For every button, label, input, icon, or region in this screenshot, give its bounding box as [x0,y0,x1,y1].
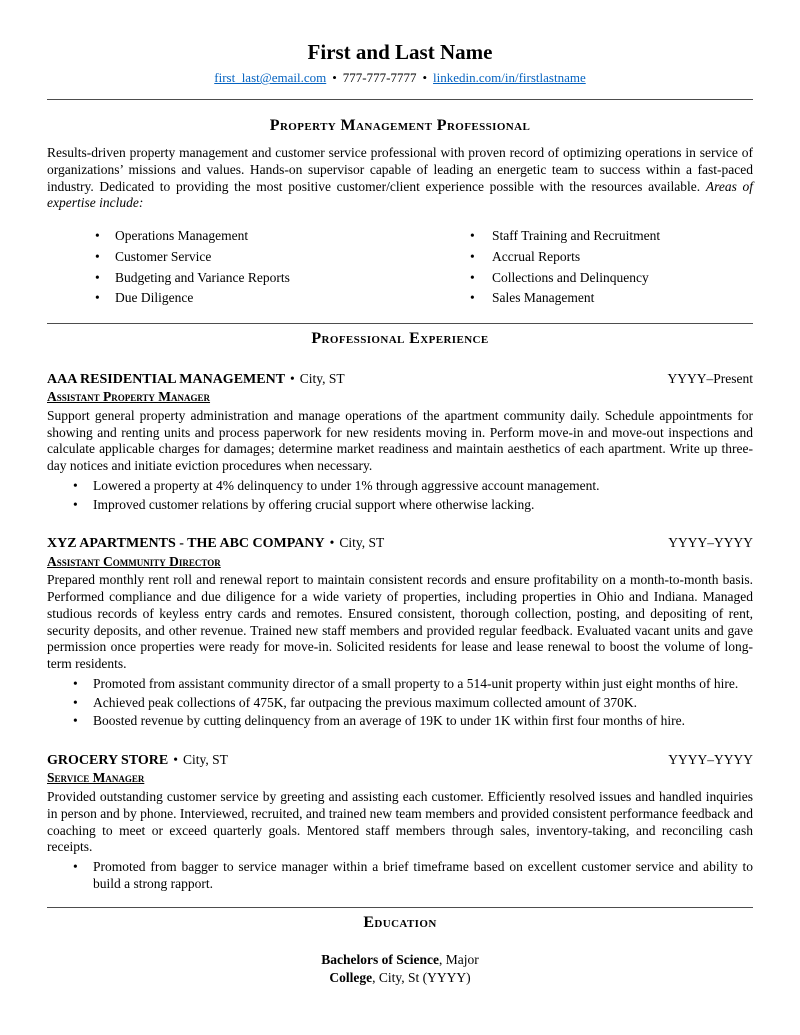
job-description: Provided outstanding customer service by greeting and assisting each customer. Efficiently resolved issues and handled inquiries in person and by phone. Interviewed, recruited, and trained new team members and provided consistent performance feedback and coaching to meet or exceed quarterly goals. Mentored staff members through sales, inventory-taking, and reconciling cash receipts. [47,789,753,855]
degree-detail: , Major [438,952,479,968]
expertise-lead-text: Areas of expertise include: [47,178,754,211]
job-header [47,371,753,388]
job-dates: YYYY–Present [667,370,753,386]
job-description: Support general property administration and manage operations of the apartment community daily. Schedule appointments for showing and renting units and process paperwork for new residents moving in. Perform move-in and move-out inspections and calculate applicable charges for damages; determine market readiness and maintain aesthetics of each apartment. Write up three-day notices and initiate eviction procedures when necessary. [47,407,753,474]
education-school-line [47,969,753,987]
job-company-line [47,535,384,552]
candidate-name: First and Last Name [307,40,493,64]
summary-paragraph [47,145,753,212]
expertise-list-right [470,228,753,311]
email-link[interactable]: first_last@email.com [214,70,327,86]
job-header [47,752,753,769]
company-name: AAA RESIDENTIAL MANAGEMENT [47,371,286,387]
contact-line [47,70,753,86]
job-bullet-list [47,859,753,892]
job-bullet: • Lowered a property at 4% delinquency to under 1% through aggressive account management. [47,478,753,495]
job-header [47,535,753,552]
linkedin-link[interactable]: linkedin.com/in/firstlastname [433,70,586,86]
job-company-line [47,752,228,769]
job-location: City, ST [339,535,385,551]
expertise-item: • Sales Management [470,290,753,307]
phone-number: 777-777-7777 [342,70,417,86]
degree-name: Bachelors of Science [321,952,439,968]
company-location-separator: • [173,752,178,768]
job-title: Service Manager [47,770,145,786]
company-name: GROCERY STORE [47,753,169,769]
contact-separator: • [422,70,428,86]
job-dates: YYYY–YYYY [668,535,753,551]
resume-header [47,40,753,86]
job-bullet: • Improved customer relations by offering crucial support where otherwise lacking. [47,497,753,514]
job-title: Assistant Property Manager [47,389,211,405]
company-location-separator: • [290,370,295,386]
job-bullet: • Promoted from bagger to service manager within a brief timeframe based on excellent customer service and ability to build a strong rapport. [47,859,753,892]
job-bullet-list [47,676,753,730]
experience-section-title: Professional Experience [311,330,489,347]
job-bullet: • Achieved peak collections of 475K, far outpacing the previous maximum collected amount of 370K. [47,695,753,712]
job-location: City, ST [299,370,345,386]
expertise-item: • Customer Service [47,249,470,266]
job-entry [47,752,753,893]
summary-section [47,116,753,311]
expertise-item: • Due Diligence [47,290,470,307]
job-entry [47,535,753,730]
expertise-list-left [47,228,470,311]
job-dates: YYYY–YYYY [668,752,753,768]
education-divider [47,907,753,908]
expertise-item: • Budgeting and Variance Reports [47,270,470,287]
job-location: City, ST [183,752,228,768]
job-company-line [47,371,345,388]
header-divider [47,99,753,100]
education-section-title: Education [363,913,437,931]
school-name: College [329,969,373,985]
school-detail: , City, St (YYYY) [372,969,471,985]
expertise-item: • Accrual Reports [470,249,753,266]
contact-separator: • [332,70,337,86]
education-degree-line [47,951,753,969]
job-bullet-list [47,478,753,513]
experience-section [47,329,753,893]
experience-divider [47,323,753,324]
summary-section-title: Property Management Professional [269,117,531,135]
job-title: Assistant Community Director [47,553,221,569]
summary-text: Results-driven property management and customer service professional with proven record of optimizing operations in service of organizations’ missions and values. Hands-on supervisor capable of leading an energetic team to success within a fast-paced industry. Dedicated to providing the most positive customer/client experience possible with the resources available. [47,145,753,194]
job-bullet: • Promoted from assistant community director of a small property to a 514-unit property within just eight months of hire. [47,676,753,693]
education-details [47,951,753,986]
education-section [47,913,753,987]
company-location-separator: • [329,535,335,551]
expertise-item: • Operations Management [47,228,470,245]
expertise-columns [47,228,753,311]
job-description: Prepared monthly rent roll and renewal report to maintain consistent records and ensure profitability on a month-to-month basis. Performed compliance and due diligence for a wide variety of properties, including properties in Ohio and Indiana. Managed studious records of keyless entry cards and remotes. Ensured consistent, thorough collection, posting, and depositing of rent, security deposits, and other revenue. Trained new staff members and provided regular feedback. Evaluated vacant units and gave permission once properties were ready for move-in. Solicited residents for lease and lease renewal to boost the volume of long-term residents. [47,572,753,672]
expertise-item: • Staff Training and Recruitment [470,228,753,245]
company-name: XYZ APARTMENTS - THE ABC COMPANY [47,536,325,552]
job-entry [47,371,753,514]
expertise-item: • Collections and Delinquency [470,270,753,287]
job-bullet: • Boosted revenue by cutting delinquency from an average of 19K to under 1K within first four months of hire. [47,713,753,730]
